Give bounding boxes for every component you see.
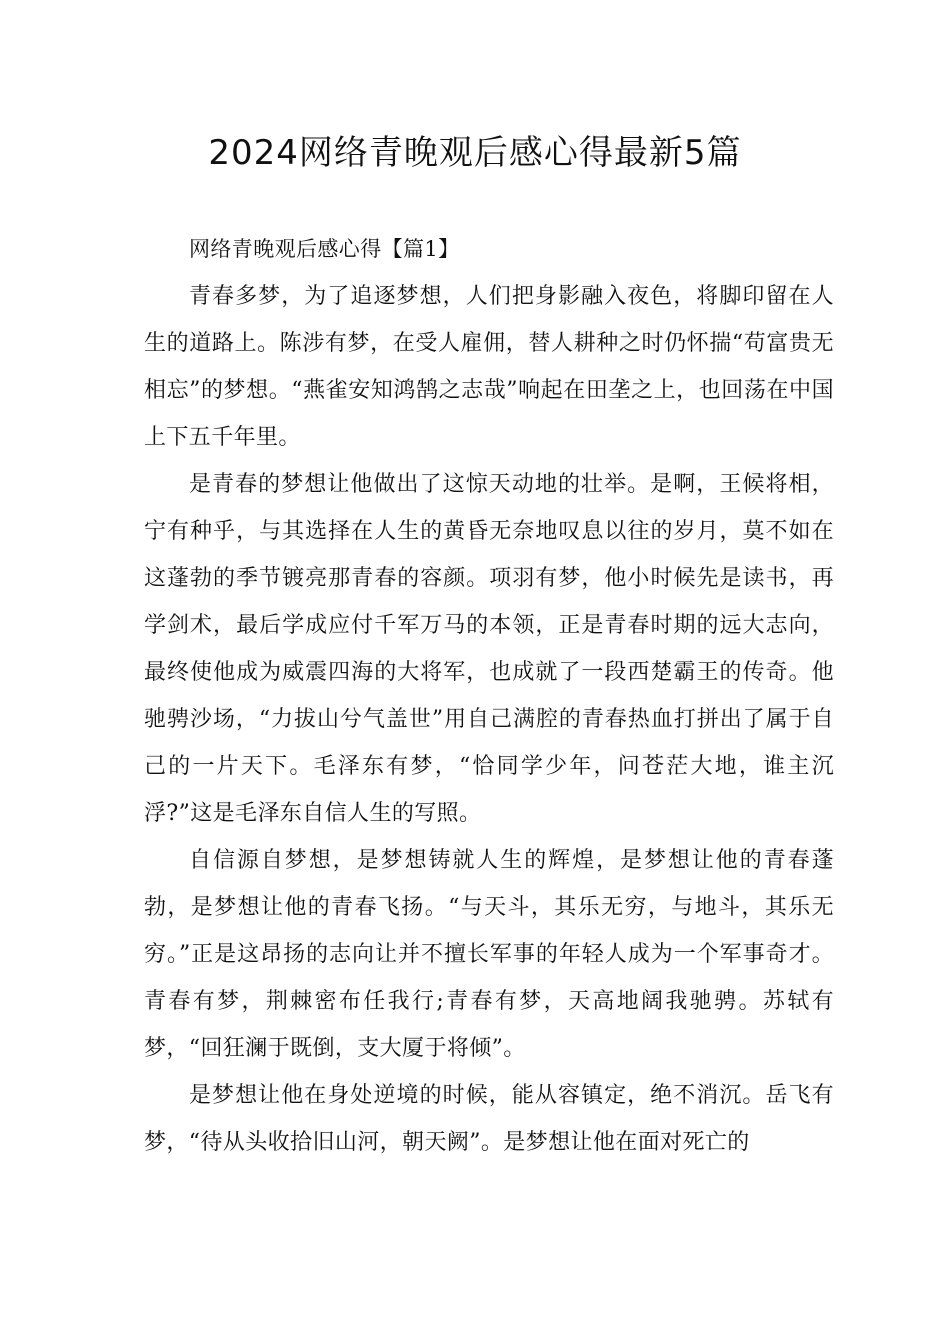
- document-title: 2024网络青晚观后感心得最新5篇: [208, 133, 742, 173]
- document-body: [144, 226, 834, 1166]
- paragraph: 是青春的梦想让他做出了这惊天动地的壮举。是啊，王候将相，宁有种乎，与其选择在人生的黄昏无奈地叹息以往的岁月，莫不如在这蓬勃的季节镀亮那青春的容颜。项羽有梦，他小时候先是读书，再学剑术，最后学成应付千军万马的本领，正是青春时期的远大志向，最终使他成为威震四海的大将军，也成就了一段西楚霸王的传奇。他驰骋沙场，“力拔山兮气盖世”用自己满腔的青春热血打拼出了属于自己的一片天下。毛泽东有梦，“恰同学少年，问苍茫大地，谁主沉浮?”这是毛泽东自信人生的写照。: [144, 472, 834, 826]
- paragraph: 自信源自梦想，是梦想铸就人生的辉煌，是梦想让他的青春蓬勃，是梦想让他的青春飞扬。“与天斗，其乐无穷，与地斗，其乐无穷。”正是这昂扬的志向让并不擅长军事的年轻人成为一个军事奇才。青春有梦，荆棘密布任我行;青春有梦，天高地阔我驰骋。苏轼有梦，“回狂澜于既倒，支大厦于将倾”。: [144, 848, 834, 1061]
- paragraph: 是梦想让他在身处逆境的时候，能从容镇定，绝不消沉。岳飞有梦，“待从头收拾旧山河，朝天阙”。是梦想让他在面对死亡的: [144, 1083, 834, 1155]
- paragraph: 青春多梦，为了追逐梦想，人们把身影融入夜色，将脚印留在人生的道路上。陈涉有梦，在受人雇佣，替人耕种之时仍怀揣“苟富贵无相忘”的梦想。“燕雀安知鸿鹄之志哉”响起在田垄之上，也回荡在中国上下五千年里。: [144, 284, 834, 450]
- section-heading: 网络青晚观后感心得【篇1】: [189, 237, 460, 261]
